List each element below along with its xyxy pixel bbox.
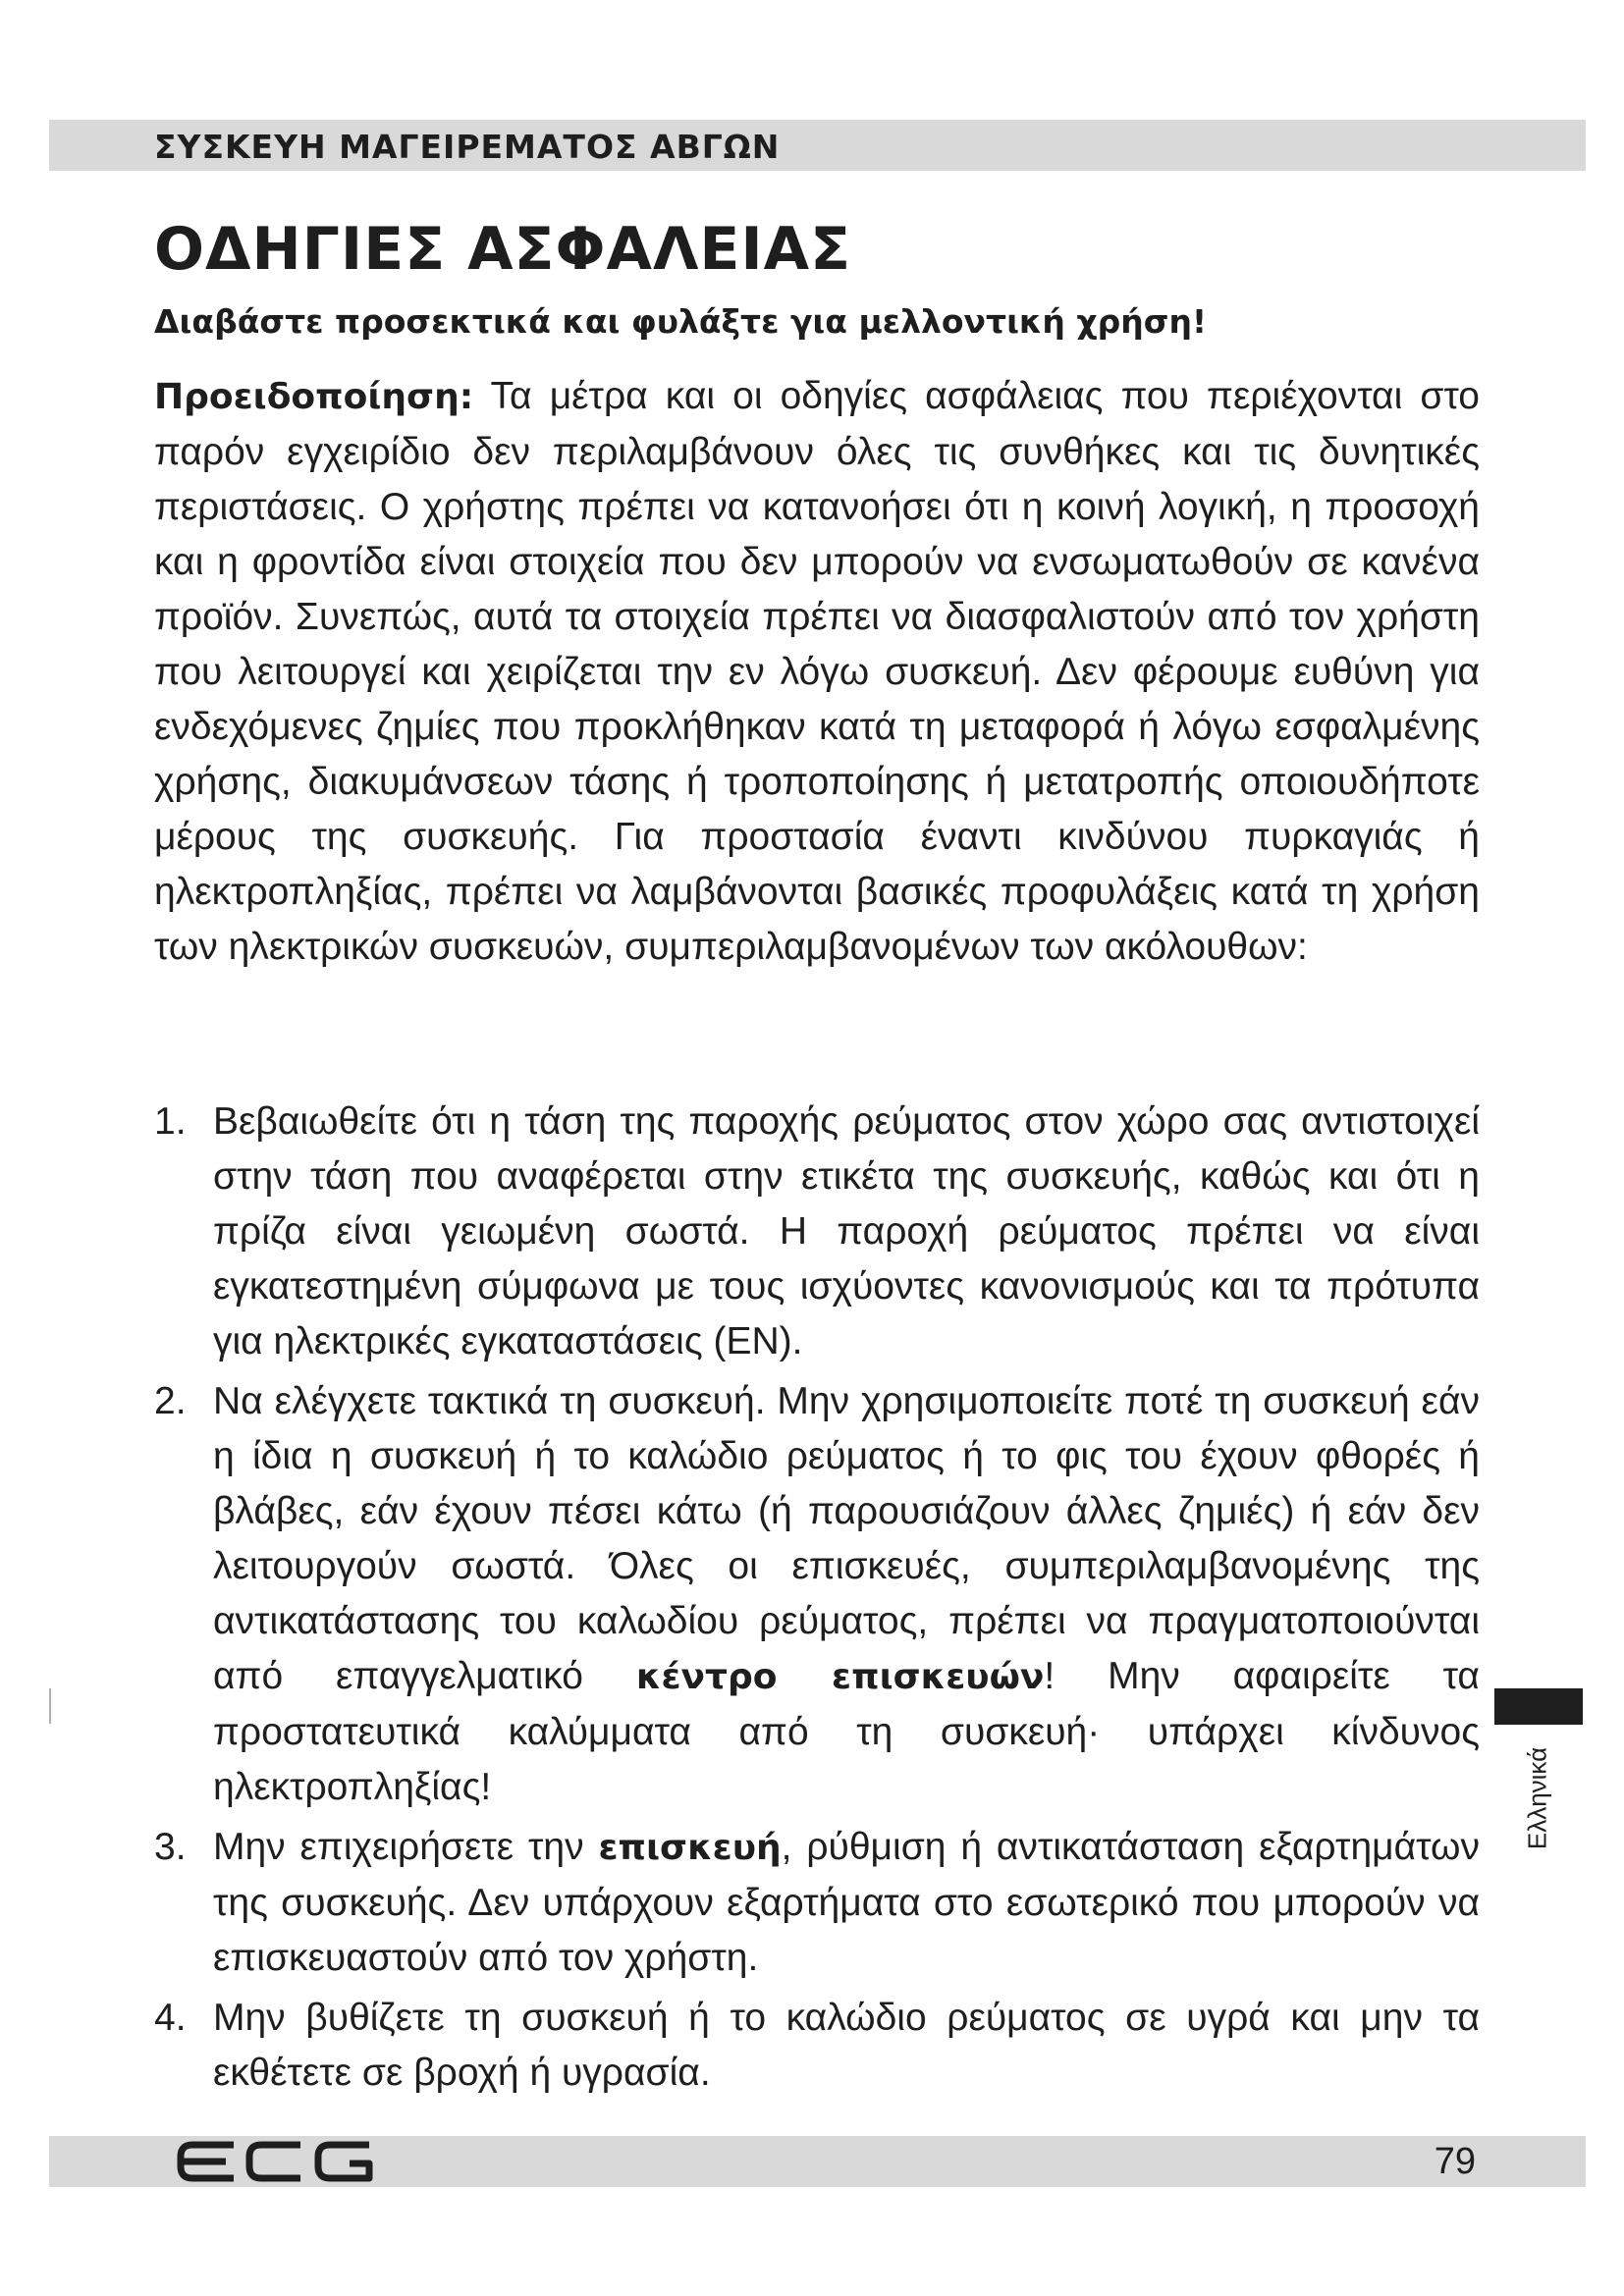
- warning-label: Προειδοποίηση:: [154, 377, 474, 417]
- language-tab: [1494, 1688, 1583, 1725]
- item-bold-text: επισκευή: [598, 1828, 782, 1868]
- page-title: ΟΔΗΓΙΕΣ ΑΣΦΑΛΕΙΑΣ: [154, 215, 852, 284]
- list-item: [154, 1820, 1480, 1986]
- list-item: [154, 1991, 1480, 2101]
- page-number: 79: [1434, 2141, 1476, 2182]
- item-number: 4.: [154, 1997, 187, 2039]
- header-bar: [49, 120, 1586, 171]
- item-text: , ρύθμιση ή αντικατάσταση εξαρτημάτων της συσκευής. Δεν υπάρχουν εξαρτήματα στο εσωτερικό που μπορούν να επισκευαστούν από τον χρήστη.: [213, 1826, 1480, 1979]
- language-label: Ελληνικά: [1522, 1746, 1552, 1850]
- ecg-logo: [175, 2139, 381, 2184]
- item-number: 3.: [154, 1826, 187, 1868]
- item-text: Βεβαιωθείτε ότι η τάση της παροχής ρεύματος στον χώρο σας αντιστοιχεί στην τάση που αναφέρεται στην ετικέτα της συσκευής, καθώς και ότι η πρίζα είναι γειωμένη σωστά. Η παροχή ρεύματος πρέπει να είναι εγκατεστημένη σύμφωνα με τους ισχύοντες κανονισμούς και τα πρότυπα για ηλεκτρικές εγκαταστάσεις (EN).: [213, 1100, 1480, 1362]
- safety-instructions-list: [154, 1095, 1480, 2106]
- margin-mark: [49, 1688, 51, 1724]
- item-text: Μην επιχειρήσετε την: [213, 1826, 584, 1868]
- list-item: [154, 1095, 1480, 1369]
- section-title: ΣΥΣΚΕΥΗ ΜΑΓΕΙΡΕΜΑΤΟΣ ΑΒΓΩΝ: [154, 128, 781, 166]
- item-number: 1.: [154, 1100, 187, 1143]
- item-text: ! Μην αφαιρείτε τα προστατευτικά καλύμματα από τη συσκευή· υπάρχει κίνδυνος ηλεκτροπληξίας!: [213, 1655, 1480, 1808]
- footer-bar: [49, 2136, 1586, 2187]
- item-number: 2.: [154, 1380, 187, 1422]
- item-text: Να ελέγχετε τακτικά τη συσκευή. Μην χρησιμοποιείτε ποτέ τη συσκευή εάν η ίδια η συσκευή ή το καλώδιο ρεύματος ή το φις του έχουν φθορές ή βλάβες, εάν έχουν πέσει κάτω (ή παρουσιάζουν άλλες ζημιές) ή εάν δεν λειτουργούν σωστά. Όλες οι επισκευές, συμπεριλαμβανομένης της αντικατάστασης του καλωδίου ρεύματος, πρέπει να πραγματοποιούνται από επαγγελματικό: [213, 1380, 1480, 1697]
- subtitle: Διαβάστε προσεκτικά και φυλάξτε για μελλοντική χρήση!: [154, 302, 1208, 341]
- item-text: Μην βυθίζετε τη συσκευή ή το καλώδιο ρεύματος σε υγρά και μην τα εκθέτετε σε βροχή ή υγρασία.: [213, 1997, 1480, 2094]
- warning-text: Τα μέτρα και οι οδηγίες ασφάλειας που περιέχονται στο παρόν εγχειρίδιο δεν περιλαμβάνουν όλες τις συνθήκες και τις δυνητικές περιστάσεις. Ο χρήστης πρέπει να κατανοήσει ότι η κοινή λογική, η προσοχή και η φροντίδα είναι στοιχεία που δεν μπορούν να ενσωματωθούν σε κανένα προϊόν. Συνεπώς, αυτά τα στοιχεία πρέπει να διασφαλιστούν από τον χρήστη που λειτουργεί και χειρίζεται την εν λόγω συσκευή. Δεν φέρουμε ευθύνη για ενδεχόμενες ζημίες που προκλήθηκαν κατά τη μεταφορά ή λόγω εσφαλμένης χρήσης, διακυμάνσεων τάσης ή τροποποίησης ή μετατροπής οποιουδήποτε μέρους της συσκευής. Για προστασία έναντι κινδύνου πυρκαγιάς ή ηλεκτροπληξίας, πρέπει να λαμβάνονται βασικές προφυλάξεις κατά τη χρήση των ηλεκτρικών συσκευών, συμπεριλαμβανομένων των ακόλουθων:: [154, 375, 1480, 968]
- list-item: [154, 1374, 1480, 1815]
- item-bold-text: κέντρο επισκευών: [635, 1657, 1045, 1697]
- warning-paragraph: [154, 369, 1480, 975]
